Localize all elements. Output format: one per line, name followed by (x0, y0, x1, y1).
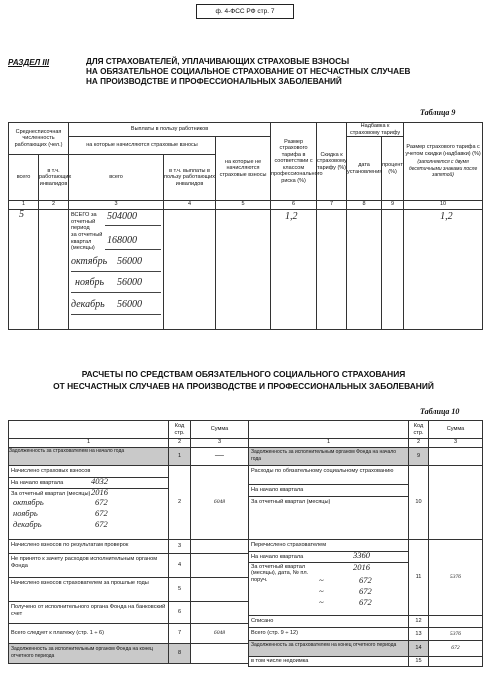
row-transferred-title: Перечислено страхователем (249, 540, 408, 552)
row-fund-debt-start: Задолженность за исполнительным органом Фонда на начало года (249, 448, 409, 466)
col-num: 7 (317, 201, 347, 210)
col-num: 1 (9, 439, 169, 448)
table9 (8, 122, 483, 330)
row-past-years: Начислено взносов страхователем за прошлые годы (9, 578, 169, 602)
row-not-accepted: Не принято к зачету расходов исполнительным органом Фонда (9, 554, 169, 578)
code: 14 (409, 641, 429, 657)
hw-month-value: 56000 (117, 277, 143, 288)
hw-month-value: 672 (95, 496, 108, 507)
hw-transferred-start: 3360 (353, 549, 370, 560)
cell-empty (191, 578, 249, 602)
table10-label: Таблица 10 (420, 407, 460, 416)
hw-rate: 1,2 (285, 211, 298, 222)
row-transferred-quarter: За отчетный квартал (месяцы), дата, № пл. поруч. (251, 563, 309, 583)
table10-right (248, 420, 483, 667)
code: 11 (409, 540, 429, 616)
th-charged-total: всего (69, 155, 164, 201)
cell-not-charged (216, 210, 271, 330)
hw-month-name: октябрь (13, 496, 44, 507)
th-sum: Сумма (191, 421, 249, 439)
section-title-line: НА ПРОИЗВОДСТВЕ И ПРОФЕССИОНАЛЬНЫХ ЗАБОЛЕВАНИЙ (86, 77, 342, 86)
row-expenses-quarter: За отчетный квартал (месяцы) (251, 498, 331, 505)
code: 4 (169, 554, 191, 578)
col-num: 3 (191, 439, 249, 448)
row-charged (9, 466, 169, 540)
cell-empty (429, 616, 483, 628)
th-final-rate (404, 123, 483, 201)
col-num: 3 (69, 201, 164, 210)
cell-empty (191, 602, 249, 624)
col-num: 9 (382, 201, 404, 210)
section-title-line: ДЛЯ СТРАХОВАТЕЛЕЙ, УПЛАЧИВАЮЩИХ СТРАХОВЫЕ ВЗНОСЫ (86, 57, 350, 66)
hw-final-rate: 1,2 (440, 211, 453, 222)
th-sur-date: дата установления (347, 137, 382, 201)
cell-empty (429, 657, 483, 667)
th-payments: Выплаты в пользу работников (69, 123, 271, 137)
middle-title-line: РАСЧЕТЫ ПО СРЕДСТВАМ ОБЯЗАТЕЛЬНОГО СОЦИАЛЬНОГО СТРАХОВАНИЯ (81, 369, 406, 379)
code: 9 (409, 448, 429, 466)
code: 13 (409, 628, 429, 641)
hw-month-name: декабрь (71, 299, 105, 310)
row-label-quarter: за отчетный квартал (месяцы) (71, 232, 103, 251)
th-charged: на которые начисляются страховые взносы (69, 137, 216, 155)
hw-month-value: 672 (95, 518, 108, 529)
hw-headcount: 5 (19, 209, 24, 220)
form-id-box: ф. 4-ФСС РФ стр. 7 (196, 4, 294, 19)
cell-empty (429, 448, 483, 466)
ditto-mark-icon: ~ (319, 574, 324, 585)
hw-total-due: 6048 (191, 624, 249, 644)
hw-transferred-quarter: 2016 (353, 561, 370, 572)
hw-month-value: 56000 (117, 299, 143, 310)
hw-charged-sum: 6048 (191, 466, 249, 540)
code: 10 (409, 466, 429, 540)
hw-debt-start: — (191, 448, 249, 466)
col-num: 1 (249, 439, 409, 448)
th-code: Код стр. (169, 421, 191, 439)
hw-month-value: 672 (359, 585, 372, 596)
col-num: 3 (429, 439, 483, 448)
code: 8 (169, 644, 191, 664)
cell-empty (191, 644, 249, 664)
row-expenses-start: На начало квартала (249, 485, 408, 497)
code: 5 (169, 578, 191, 602)
row-charged-title: Начислено страховых взносов (9, 466, 168, 478)
col-num: 2 (39, 201, 69, 210)
table10-left (8, 420, 249, 664)
middle-title (0, 368, 487, 392)
hw-month-value: 56000 (117, 256, 143, 267)
section-title-line: НА ОБЯЗАТЕЛЬНОЕ СОЦИАЛЬНОЕ СТРАХОВАНИЕ ОТ НЕСЧАСТНЫХ СЛУЧАЕВ (86, 67, 411, 76)
cell-empty (191, 554, 249, 578)
cell-empty (429, 466, 483, 540)
row-fund-debt-end: Задолженность за исполнительным органом Фонда на конец отчетного периода (9, 644, 169, 664)
th-total: всего (9, 155, 39, 201)
cell-discount (317, 210, 347, 330)
hw-quarter: 168000 (107, 235, 138, 246)
th-headcount: Среднесписочная численность работающих (чел.) (9, 123, 69, 155)
code: 3 (169, 540, 191, 554)
code: 15 (409, 657, 429, 667)
hw-month-name: декабрь (13, 518, 42, 529)
hw-month-name: ноябрь (13, 507, 38, 518)
row-charged-quarter: За отчетный квартал (месяцы) (11, 490, 91, 497)
row-transferred-start: На начало квартала (251, 553, 304, 560)
row-received: Получено от исполнительного органа Фонда на банковский счет (9, 602, 169, 624)
cell-rate (271, 210, 317, 330)
row-expenses (249, 466, 409, 540)
th-code: Код стр. (409, 421, 429, 439)
code: 1 (169, 448, 191, 466)
row-total: Всего (стр. 9 ÷ 12) (249, 628, 409, 641)
th-empty (9, 421, 169, 439)
ditto-mark-icon: ~ (319, 585, 324, 596)
cell-charged-total (69, 210, 164, 330)
row-transferred (249, 540, 409, 616)
code: 12 (409, 616, 429, 628)
code: 2 (169, 466, 191, 540)
col-num: 2 (169, 439, 191, 448)
hw-transferred-sum: 5376 (429, 540, 483, 616)
th-empty (249, 421, 409, 439)
ditto-mark-icon: ~ (319, 596, 324, 607)
th-sum: Сумма (429, 421, 483, 439)
th-not-charged: на которые не начисляются страховые взносы (216, 137, 271, 201)
hw-charged-quarter: 2016 (91, 486, 108, 497)
row-expenses-title: Расходы по обязательному социальному страхованию (249, 466, 408, 485)
col-num: 10 (404, 201, 483, 210)
section-title (86, 57, 476, 87)
th-surcharge: Надбавка к страховому тарифу (347, 123, 404, 137)
row-written-off: Списано (249, 616, 409, 628)
code: 6 (169, 602, 191, 624)
hw-charged-start: 4032 (91, 475, 108, 486)
middle-title-line: ОТ НЕСЧАСТНЫХ СЛУЧАЕВ НА ПРОИЗВОДСТВЕ И ПРОФЕССИОНАЛЬНЫХ ЗАБОЛЕВАНИЙ (53, 381, 434, 391)
th-final-rate-text: Размер страхового тарифа с учетом скидки (надбавки) (%) (405, 144, 481, 157)
cell-headcount (9, 210, 39, 330)
th-rate: Размер страхового тарифа в соответствии с классом профессионального риска (%) (271, 123, 317, 201)
hw-month-name: ноябрь (75, 277, 105, 288)
row-debt-start: Задолженность за страхователем на начало года (9, 448, 169, 466)
cell-sur-date (347, 210, 382, 330)
row-total-due: Всего следует к платежу (стр. 1 ÷ 6) (9, 624, 169, 644)
hw-insurer-debt-end: 672 (429, 641, 483, 657)
hw-month-value: 672 (359, 574, 372, 585)
th-disabled: в т.ч. работающих инвалидов (39, 155, 69, 201)
th-final-note: (заполняется с двумя десятичными знаками после запятой) (408, 159, 478, 179)
row-arrears: в том числе недоимка (249, 657, 409, 667)
cell-sur-pct (382, 210, 404, 330)
section-label: РАЗДЕЛ III (8, 58, 50, 67)
hw-month-value: 672 (95, 507, 108, 518)
table9-label: Таблица 9 (420, 108, 456, 117)
cell-final-rate (404, 210, 483, 330)
hw-month-name: октябрь (71, 256, 108, 267)
col-num: 6 (271, 201, 317, 210)
cell-disabled (39, 210, 69, 330)
col-num: 2 (409, 439, 429, 448)
cell-empty (191, 540, 249, 554)
hw-total: 5376 (429, 628, 483, 641)
row-label-total: ВСЕГО за отчетный период (71, 212, 97, 231)
th-sur-pct: процент (%) (382, 137, 404, 201)
col-num: 8 (347, 201, 382, 210)
col-num: 4 (164, 201, 216, 210)
th-discount: Скидка к страховому тарифу (%) (317, 123, 347, 201)
th-charged-disabled: в т.ч. выплаты в пользу работающих инвалидов (164, 155, 216, 201)
col-num: 5 (216, 201, 271, 210)
row-checks: Начислено взносов по результатам проверок (9, 540, 169, 554)
cell-charged-disabled (164, 210, 216, 330)
hw-month-value: 672 (359, 596, 372, 607)
row-charged-start: На начало квартала (11, 479, 64, 486)
code: 7 (169, 624, 191, 644)
col-num: 1 (9, 201, 39, 210)
hw-total: 504000 (107, 211, 138, 222)
row-insurer-debt-end: Задолженность за страхователем на конец отчетного периода (249, 641, 409, 657)
